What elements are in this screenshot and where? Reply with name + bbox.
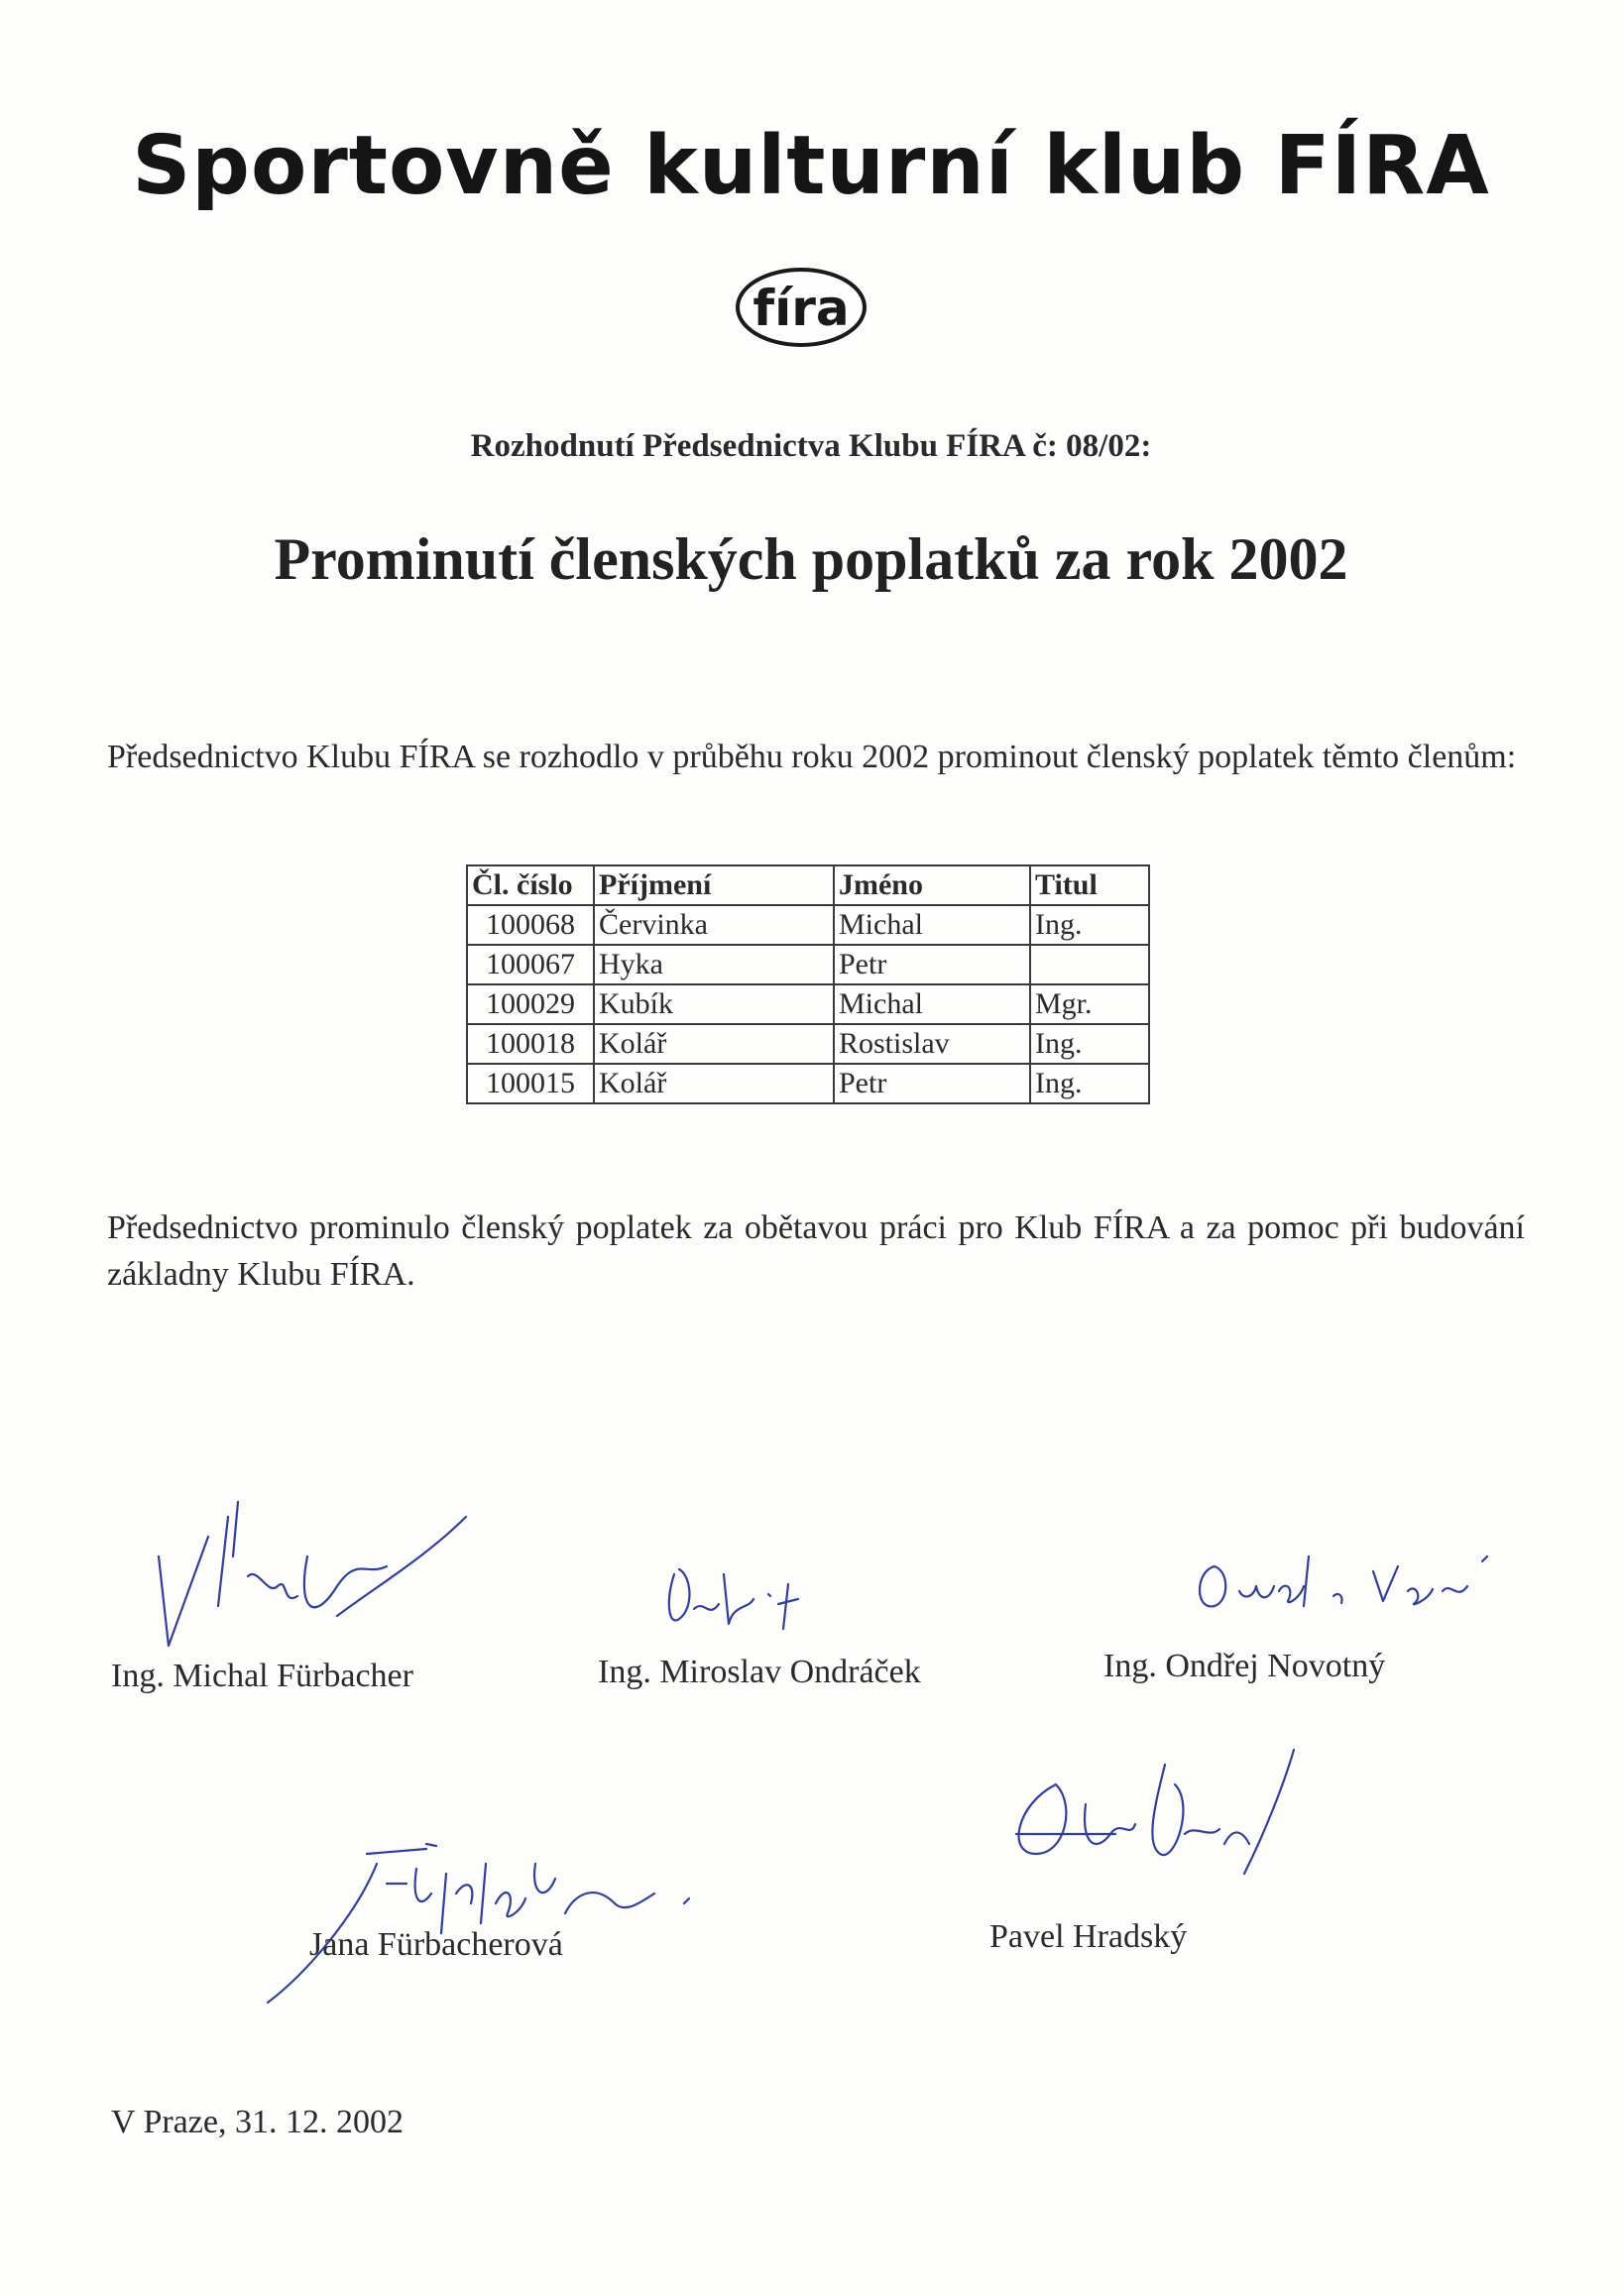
reason-paragraph: Předsednictvo prominulo členský poplatek za obětavou práci pro Klub FÍRA a za pomoc při budování základny Klubu FÍRA.: [107, 1209, 1525, 1293]
document-title: Prominutí členských poplatků za rok 2002: [274, 526, 1348, 592]
place-and-date: V Praze, 31. 12. 2002: [111, 2104, 404, 2140]
table-row: [467, 1064, 1149, 1103]
header-surname: Příjmení: [594, 865, 834, 905]
table-row: [467, 945, 1149, 984]
signature-miroslav-ondracek: [659, 1554, 828, 1654]
cell-title: [1030, 945, 1149, 984]
cell-surname: Kubík: [594, 984, 834, 1024]
signatory-name: Ing. Michal Fürbacher: [111, 1658, 413, 1694]
cell-first-name: Petr: [834, 945, 1030, 984]
cell-surname: Kolář: [594, 1024, 834, 1064]
members-table: [466, 864, 1150, 1104]
signature-pavel-hradsky: [996, 1745, 1324, 1894]
signatory-name: Jana Fürbacherová: [309, 1926, 563, 1963]
cell-member-number: 100015: [467, 1064, 594, 1103]
header-first-name: Jméno: [834, 865, 1030, 905]
table-row: [467, 1024, 1149, 1064]
signatory-name: Ing. Miroslav Ondráček: [598, 1654, 921, 1690]
cell-first-name: Rostislav: [834, 1024, 1030, 1064]
cell-surname: Kolář: [594, 1064, 834, 1103]
signature-ondrej-novotny: [1185, 1542, 1502, 1631]
cell-surname: Hyka: [594, 945, 834, 984]
intro-paragraph: Předsednictvo Klubu FÍRA se rozhodlo v průběhu roku 2002 prominout členský poplatek těmto členům:: [107, 739, 1517, 775]
cell-first-name: Petr: [834, 1064, 1030, 1103]
cell-member-number: 100067: [467, 945, 594, 984]
cell-title: Ing.: [1030, 905, 1149, 945]
cell-title: Ing.: [1030, 1064, 1149, 1103]
signatory-name: Pavel Hradský: [989, 1918, 1188, 1955]
decision-number-heading: Rozhodnutí Předsednictva Klubu FÍRA č: 08/02:: [470, 428, 1152, 464]
cell-member-number: 100029: [467, 984, 594, 1024]
header-title: Titul: [1030, 865, 1149, 905]
cell-member-number: 100068: [467, 905, 594, 945]
cell-title: Ing.: [1030, 1024, 1149, 1064]
signature-jana-furbacherova: [248, 1824, 714, 2012]
cell-first-name: Michal: [834, 984, 1030, 1024]
table-row: [467, 984, 1149, 1024]
table-header-row: [467, 865, 1149, 905]
club-title: Sportovně kulturní klub FÍRA: [132, 119, 1490, 213]
cell-first-name: Michal: [834, 905, 1030, 945]
header-member-number: Čl. číslo: [467, 865, 594, 905]
signature-michal-furbacher: [139, 1497, 476, 1665]
signatory-name: Ing. Ondřej Novotný: [1103, 1648, 1386, 1684]
table-row: [467, 905, 1149, 945]
cell-title: Mgr.: [1030, 984, 1149, 1024]
cell-surname: Červinka: [594, 905, 834, 945]
fira-logo-icon: [732, 260, 870, 355]
logo-text: fíra: [753, 280, 850, 337]
cell-member-number: 100018: [467, 1024, 594, 1064]
